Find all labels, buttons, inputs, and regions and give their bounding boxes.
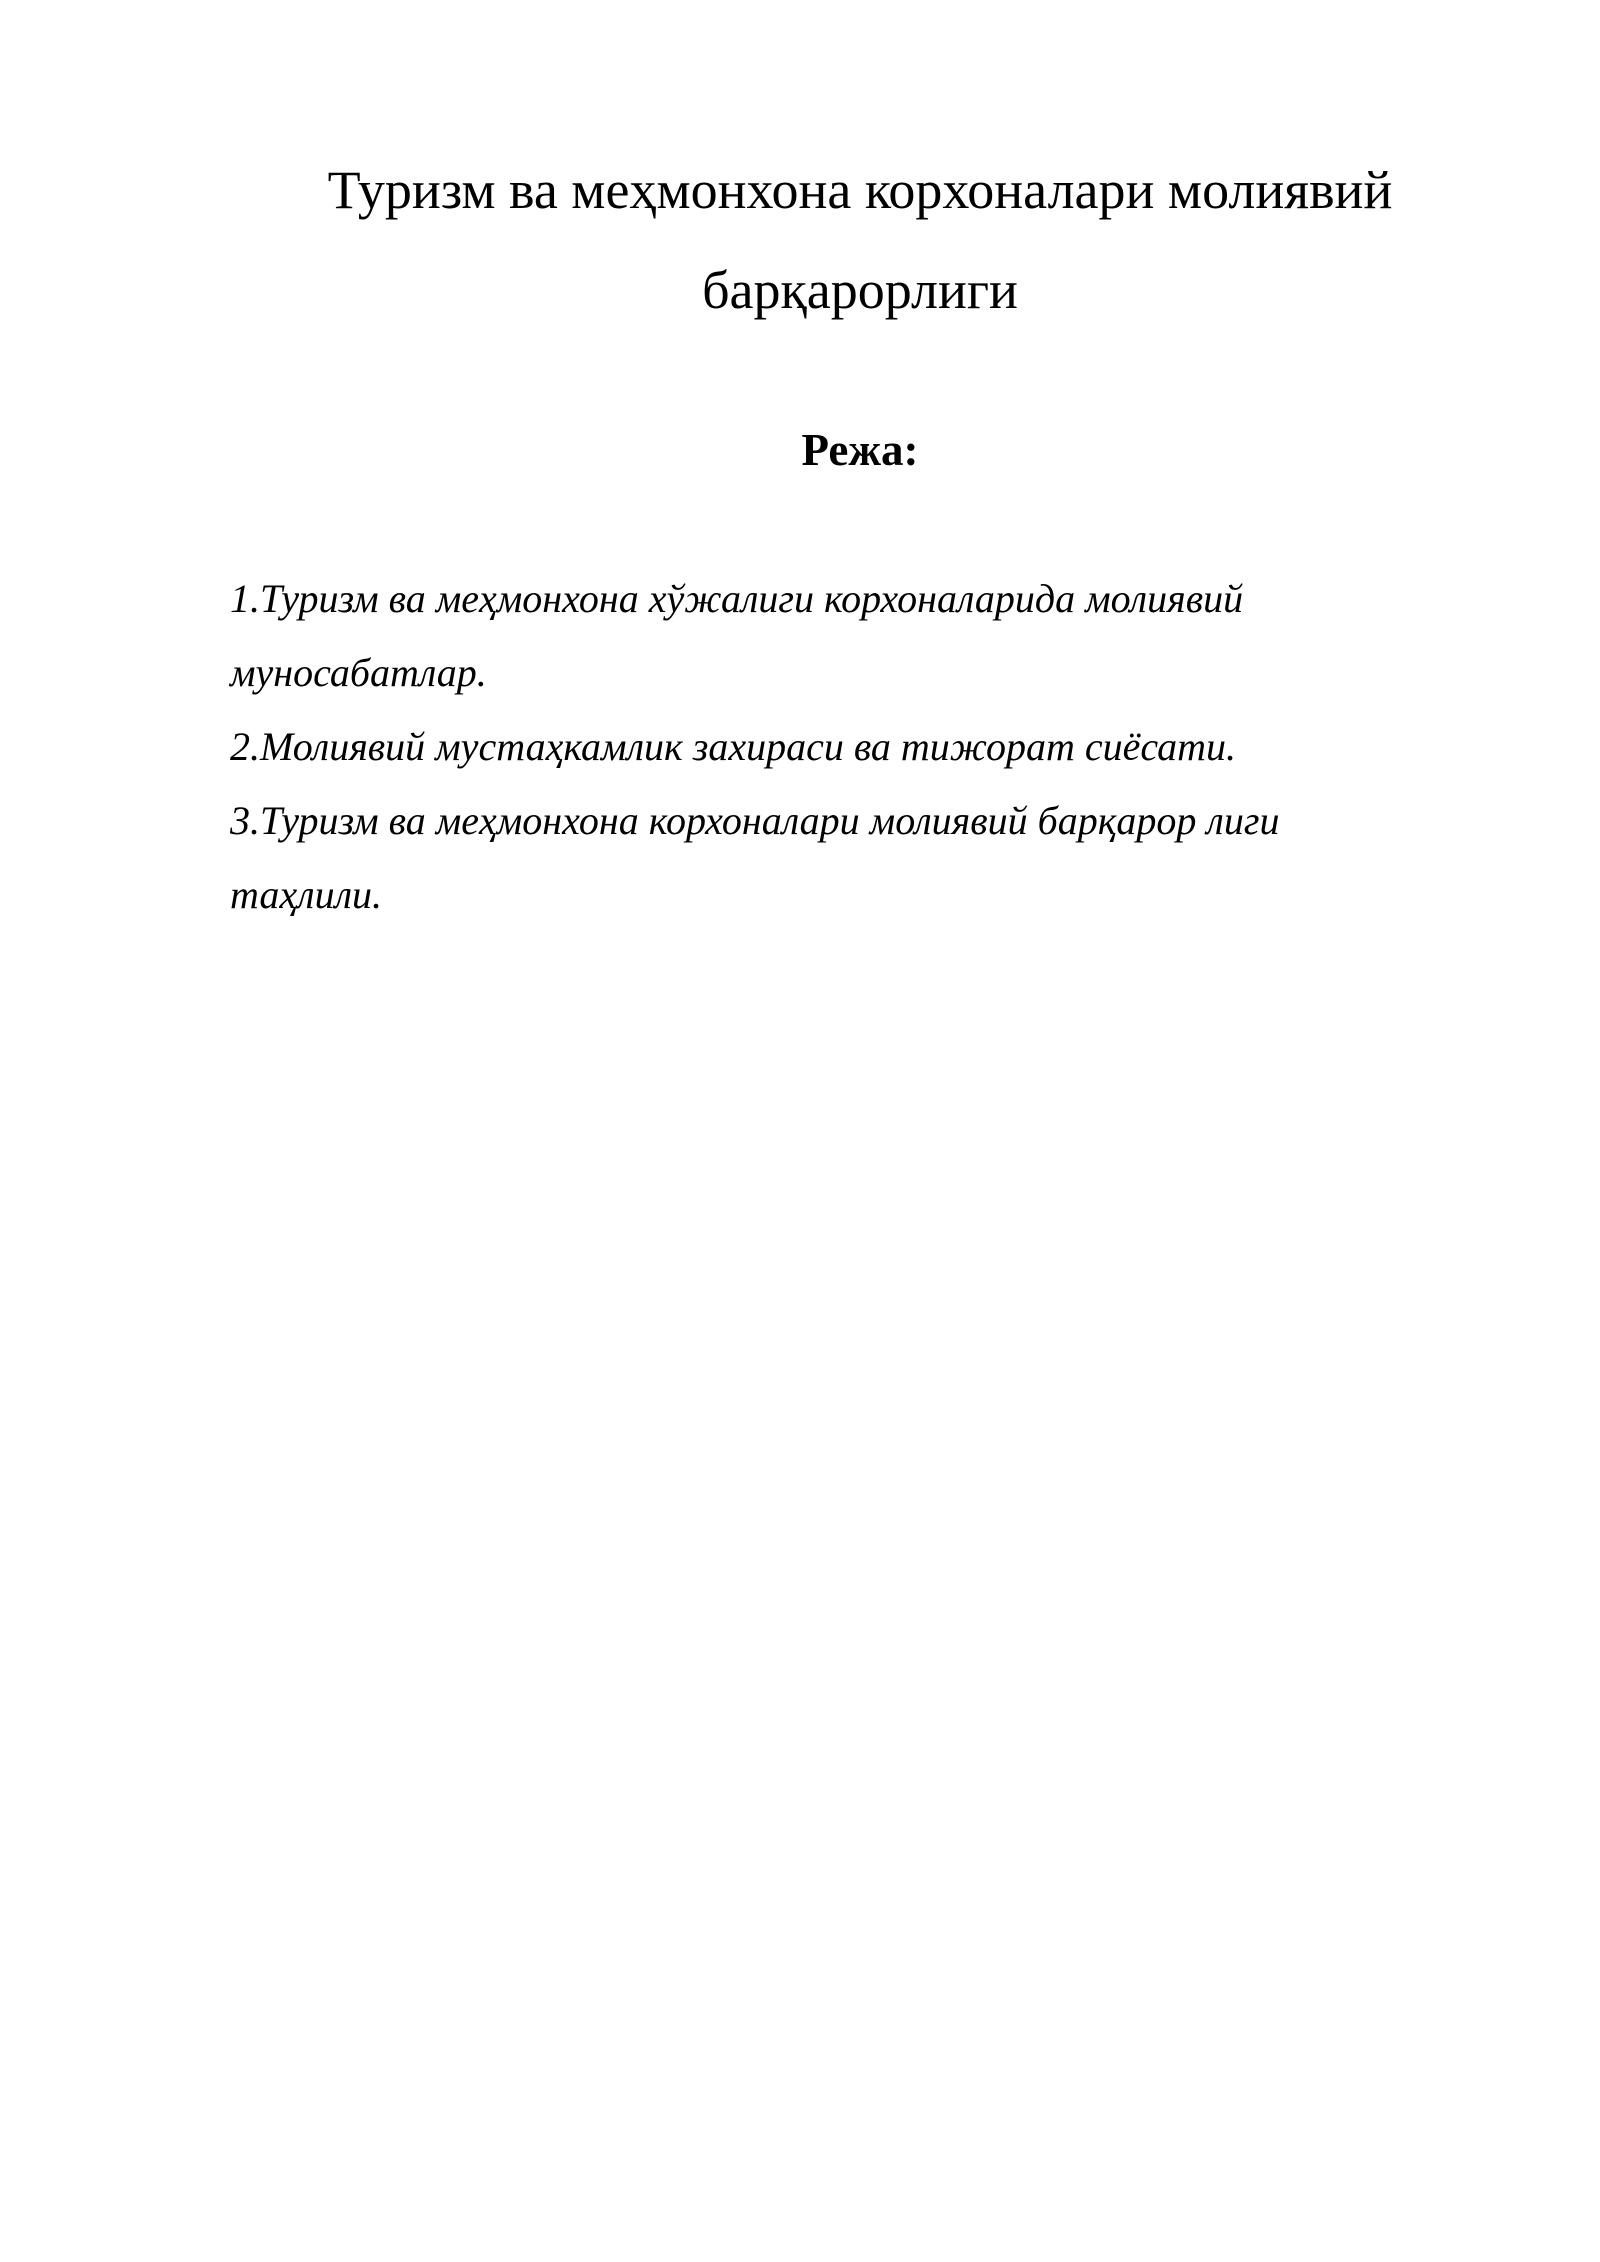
document-title: Туризм ва меҳмонхона корхоналари молиявий барқарорлиги bbox=[327, 160, 1393, 320]
plan-item-3: 3.Туризм ва меҳмонхона корхоналари молиявий барқарор лиги таҳлили. bbox=[230, 798, 1280, 917]
plan-heading: Режа: bbox=[801, 425, 919, 475]
plan-item-1: 1.Туризм ва меҳмонхона хўжалиги корхоналарида молиявий муносабатлар. bbox=[230, 576, 1244, 695]
plan-list bbox=[230, 562, 1430, 932]
plan-item-2: 2.Молиявий мустаҳкамлик захираси ва тижорат сиёсати. bbox=[230, 724, 1237, 769]
